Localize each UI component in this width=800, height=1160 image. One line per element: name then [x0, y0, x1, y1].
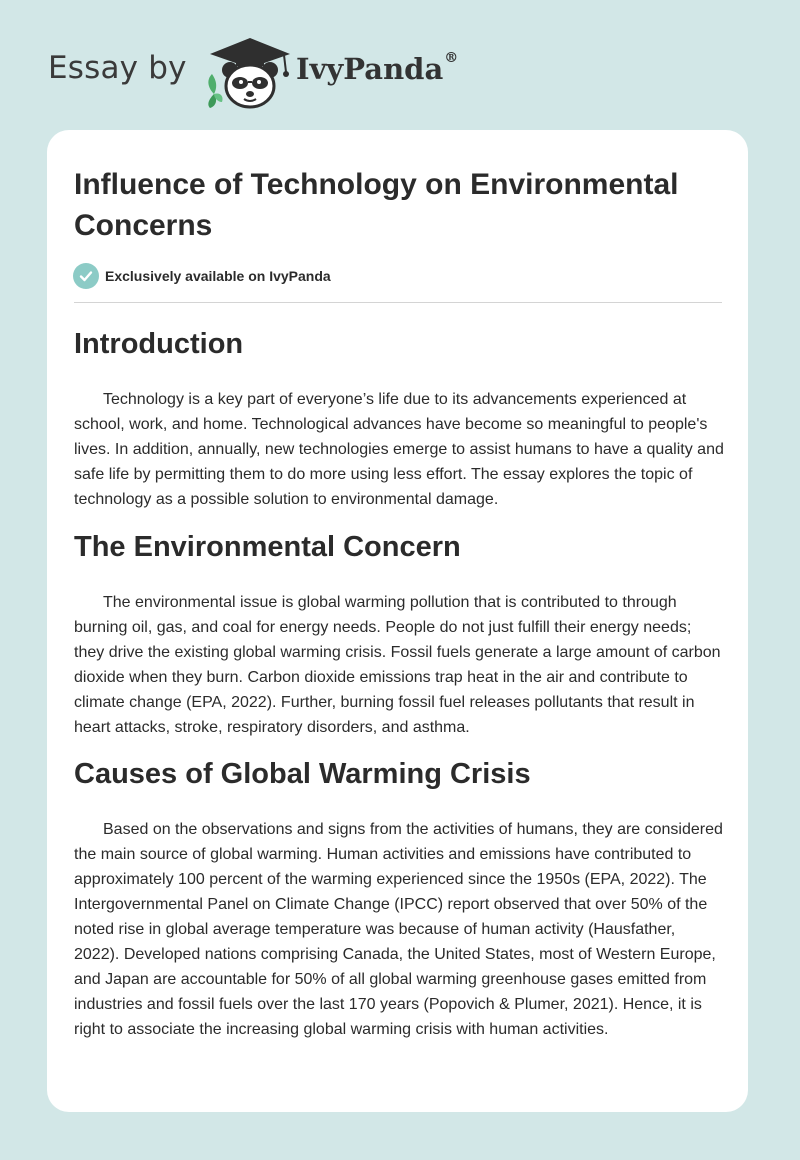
page-title: Influence of Technology on Environmental Concerns	[74, 168, 679, 242]
divider	[74, 302, 722, 303]
section-paragraph: Technology is a key part of everyone’s life due to its advancements experienced at school, work, and home. Technological advances have become so meaningful to people's lives. In addition, annually, new technologies emerge to assist humans to have a quality and safe life by permitting them to do more using less effort. The essay explores the topic of technology as a possible solution to environmental damage.	[74, 391, 724, 508]
section-environmental-concern	[74, 530, 724, 740]
ivy-leaf-icon	[208, 74, 222, 108]
site-header	[0, 0, 800, 120]
section-heading: Causes of Global Warming Crisis	[74, 758, 531, 790]
brand-name[interactable]	[296, 52, 458, 86]
section-introduction	[74, 327, 724, 512]
section-paragraph: Based on the observations and signs from the activities of humans, they are considered the main source of global warming. Human activities and emissions have contributed to approximately 100 percent of the warming experienced since the 1950s (EPA, 2022). The Intergovernmental Panel on Climate Change (IPCC) report observed that over 50% of the noted rise in global average temperature was because of human activity (Hausfather, 2022). Developed nations comprising Canada, the United States, most of Western Europe, and Japan are accountable for 50% of all global warming greenhouse gases emitted from industries and fossil fuels over the last 170 years (Popovich & Plumer, 2021). Hence, it is right to associate the increasing global warming crisis with human activities.	[74, 821, 723, 1038]
section-heading: Introduction	[74, 328, 244, 360]
exclusive-text: Exclusively available on IvyPanda	[105, 268, 331, 284]
essay-card	[47, 130, 748, 1112]
exclusive-badge	[73, 263, 331, 289]
registered-mark: ®	[444, 50, 459, 67]
check-icon	[73, 263, 99, 289]
section-heading: The Environmental Concern	[74, 531, 461, 563]
section-causes	[74, 757, 724, 1042]
essay-by-label: Essay by	[48, 50, 187, 86]
section-paragraph: The environmental issue is global warming pollution that is contributed to through burning oil, gas, and coal for energy needs. People do not just fulfill their energy needs; they drive the existing global warming crisis. Fossil fuels generate a large amount of carbon dioxide when they burn. Carbon dioxide emissions trap heat in the air and contribute to climate change (EPA, 2022). Further, burning fossil fuel releases pollutants that result in heart attacks, stroke, respiratory disorders, and asthma.	[74, 594, 721, 736]
ivypanda-logo[interactable]	[200, 34, 296, 110]
brand-label: IvyPanda	[296, 52, 444, 86]
